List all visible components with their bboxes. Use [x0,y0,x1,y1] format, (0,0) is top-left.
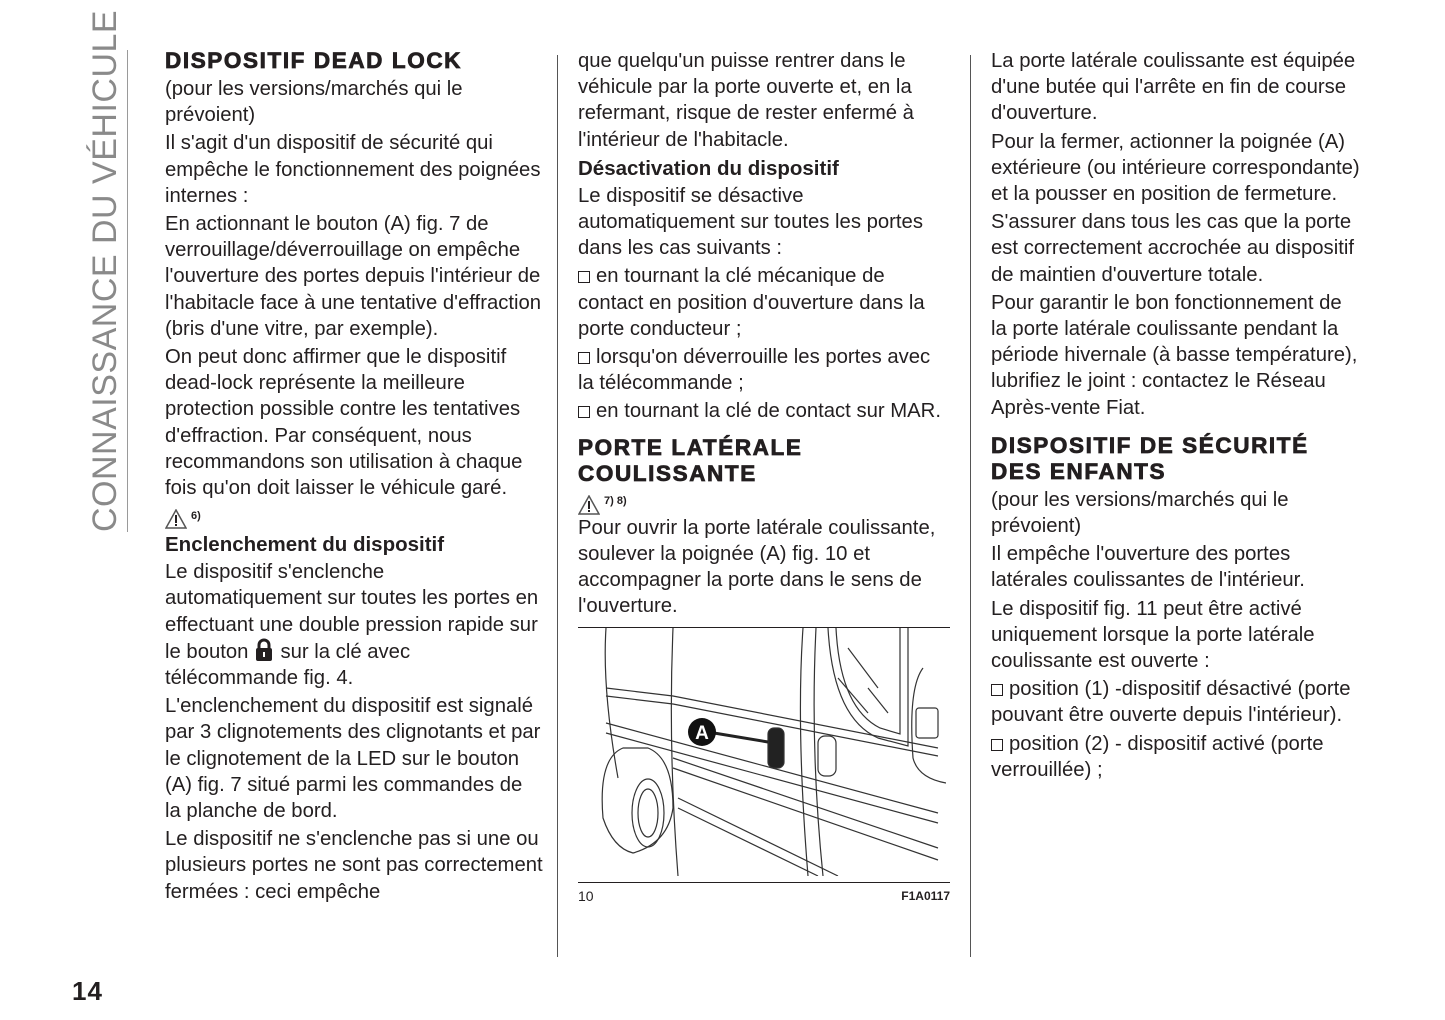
text: en tournant la clé de contact sur MAR. [596,400,941,423]
paragraph: Pour ouvrir la porte latérale coulissante, soulever la poignée (A) fig. 10 et accompagner la porte dans le sens de l'ouverture. [578,516,936,618]
bullet-box-icon [578,406,590,418]
warning-ref-number: 6) [191,510,201,523]
bullet-box-icon [578,271,590,283]
bullet-box-icon [991,684,1003,696]
paragraph: Pour garantir le bon fonctionnement de la porte latérale coulissante pendant la période hivernale (à basse température), lubrifiez le joint : contactez le Réseau Après-vente Fiat. [991,291,1358,419]
paragraph: Il s'agit d'un dispositif de sécurité qui empêche le fonctionnement des poignées internes : [165,132,541,207]
text: position (1) -dispositif désactivé (porte pouvant être ouverte depuis l'intérieur). [991,678,1351,727]
paragraph: On peut donc affirmer que le dispositif dead-lock représente la meilleure protection possible contre les tentatives d'effraction. Par conséquent, nous recommandons son utilisation à chaque fois qu'on doit laisser le véhicule garé. [165,346,523,500]
text: en tournant la clé mécanique de contact en position d'ouverture dans la porte conducteur ; [578,265,925,340]
paragraph: (pour les versions/marchés qui le prévoient) [991,488,1289,538]
bullet-box-icon [578,352,590,364]
column-2 [578,48,950,909]
subheading-desactivation: Désactivation du dispositif [578,156,839,180]
bullet-item [578,398,950,424]
warning-reference [578,489,950,515]
van-side-door-illustration [578,628,946,876]
paragraph: La porte latérale coulissante est équipée d'une butée qui l'arrête en fin de course d'ouverture. [991,50,1356,125]
column-3 [991,48,1363,785]
paragraph: (pour les versions/marchés qui le prévoient) [165,78,463,127]
bullet-box-icon [991,739,1003,751]
side-divider [127,50,128,532]
paragraph: Il empêche l'ouverture des portes latérales coulissantes de l'intérieur. [991,543,1305,592]
paragraph: Le dispositif ne s'enclenche pas si une ou plusieurs portes ne sont pas correctement fermées : ceci empêche [165,828,543,903]
page-number: 14 [72,976,103,1006]
text: sur la clé avec télécommande fig. 4. [165,640,411,690]
paragraph: S'assurer dans tous les cas que la porte est correctement accrochée au dispositif de maintien d'ouverture totale. [991,211,1354,286]
bullet-item [578,344,950,396]
heading-dead-lock: DISPOSITIF DEAD LOCK [165,48,463,73]
heading-securite-enfants: DISPOSITIF DE SÉCURITÉ DES ENFANTS [991,432,1309,484]
paragraph: Pour la fermer, actionner la poignée (A) extérieure (ou intérieure correspondante) et la pousser en position de fermeture. [991,130,1360,206]
subheading-enclenchement: Enclenchement du dispositif [165,533,445,557]
paragraph: Le dispositif fig. 11 peut être activé uniquement lorsque la porte latérale coulissante est ouverte : [991,597,1315,673]
paragraph: En actionnant le bouton (A) fig. 7 de verrouillage/déverrouillage on empêche l'ouverture des portes depuis l'intérieur de l'habitacle face à une tentative d'effraction (bris d'une vitre, par exemple). [165,213,542,340]
heading-porte-laterale: PORTE LATÉRALE COULISSANTE [578,434,803,486]
figure-code: F1A0117 [901,888,950,903]
paragraph [165,559,543,691]
figure-number: 10 [578,887,594,904]
figure-10 [578,627,950,908]
section-side-title: CONNAISSANCE DU VÉHICULE [86,9,124,532]
bullet-item [578,263,950,342]
paragraph: L'enclenchement du dispositif est signalé par 3 clignotements des clignotants et par le clignotement de la LED sur le bouton (A) fig. 7 situé parmi les commandes de la planche de bord. [165,695,541,823]
lock-icon [254,638,274,662]
column-divider [970,55,971,957]
text: position (2) - dispositif activé (porte verrouillée) ; [991,732,1324,781]
text: lorsqu'on déverrouille les portes avec la télécommande ; [578,346,931,395]
warning-reference [165,503,543,529]
text: Le dispositif s'enclenche automatiquement sur toutes les portes en effectuant une double pression rapide sur le bouton [165,561,539,663]
paragraph: Le dispositif se désactive automatiquement sur toutes les portes dans les cas suivants : [578,184,923,260]
bullet-item [991,676,1363,728]
paragraph: que quelqu'un puisse rentrer dans le véhicule par la porte ouverte et, en la refermant, risque de rester enfermé à l'intérieur de l'habitacle. [578,50,914,151]
warning-ref-number: 7) 8) [604,495,627,508]
bullet-item [991,731,1363,783]
figure-callout-label: A [695,723,709,745]
warning-icon [165,509,187,529]
column-divider [557,55,558,957]
warning-icon [578,495,600,515]
figure-bottom-rule [578,882,950,883]
column-1 [165,48,543,907]
